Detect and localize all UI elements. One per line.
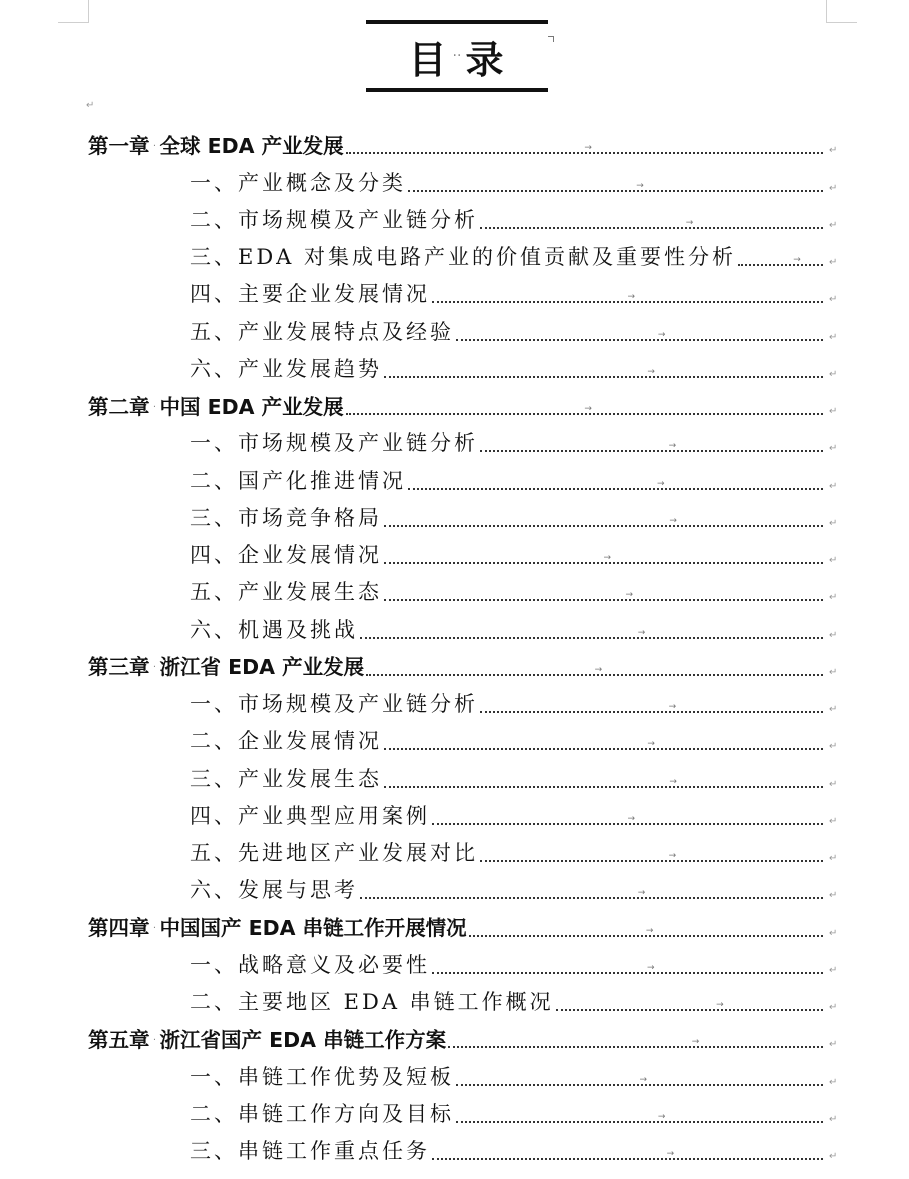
tab-mark-icon: → xyxy=(691,1037,700,1048)
dot-leader xyxy=(384,515,823,527)
dot-leader xyxy=(469,925,823,937)
toc-entry-text: 二、企业发展情况 xyxy=(190,729,382,754)
toc-entry-text xyxy=(88,133,344,158)
paragraph-mark-icon: ↵ xyxy=(829,406,838,417)
tab-mark-icon: → xyxy=(647,739,655,750)
paragraph-mark-icon: ↵ xyxy=(829,890,838,902)
dot-leader xyxy=(360,888,823,899)
paragraph-mark-icon: ↵ xyxy=(829,1076,838,1088)
paragraph-mark-icon: ↵ xyxy=(829,1002,838,1013)
chapter-label: 第四章 xyxy=(88,916,150,940)
toc-entry-text: 一、市场规模及产业链分析 xyxy=(190,431,478,456)
space-mark-icon: · xyxy=(152,923,157,934)
toc-section-entry[interactable] xyxy=(0,607,909,644)
tab-mark-icon: → xyxy=(637,627,646,638)
toc-title-box xyxy=(366,20,548,92)
dot-leader xyxy=(456,1074,823,1086)
text-boundary-mark-icon xyxy=(548,36,554,42)
dot-leader xyxy=(366,664,823,676)
toc-entry-text: 三、产业发展生态 xyxy=(190,766,382,791)
dot-leader xyxy=(346,143,823,154)
paragraph-mark-icon: ↵ xyxy=(829,1151,838,1162)
tab-mark-icon: → xyxy=(669,515,677,526)
paragraph-mark-icon: ↵ xyxy=(829,1113,838,1125)
toc-section-entry[interactable] xyxy=(0,347,909,384)
toc-entry-text: 五、产业发展特点及经验 xyxy=(190,319,454,344)
paragraph-mark-icon: ↵ xyxy=(829,331,838,343)
tab-mark-icon: → xyxy=(716,1000,724,1010)
paragraph-mark-icon: ↵ xyxy=(829,741,838,753)
toc-title-first: 目 xyxy=(408,36,449,82)
tab-mark-icon: → xyxy=(584,143,592,154)
chapter-label: 第三章 xyxy=(88,655,150,680)
toc-section-entry[interactable] xyxy=(0,309,909,346)
dot-leader xyxy=(480,702,823,713)
toc-title-second: 录 xyxy=(465,36,506,82)
toc-section-entry[interactable] xyxy=(0,272,909,309)
toc-entry-text: 四、企业发展情况 xyxy=(190,543,382,567)
tab-mark-icon: → xyxy=(666,1149,675,1159)
tab-mark-icon: → xyxy=(793,255,801,265)
chapter-title: 浙江省国产 EDA 串链工作方案 xyxy=(159,1027,447,1052)
dot-leader xyxy=(480,217,823,229)
space-mark-icon: · xyxy=(152,401,157,413)
toc-entry-text: 二、国产化推进情况 xyxy=(190,468,406,493)
dot-leader xyxy=(432,962,823,974)
paragraph-mark-icon: ↵ xyxy=(829,964,838,976)
crop-mark-top-left xyxy=(58,0,89,23)
paragraph-mark-icon: ↵ xyxy=(829,480,838,492)
paragraph-mark-icon: ↵ xyxy=(829,517,838,529)
toc-section-entry[interactable] xyxy=(0,496,909,533)
tab-mark-icon: → xyxy=(657,329,666,340)
toc-entry-text xyxy=(88,657,364,678)
dot-leader xyxy=(480,851,823,862)
toc-entry-text: 二、市场规模及产业链分析 xyxy=(190,207,478,232)
toc-entry-text: 四、主要企业发展情况 xyxy=(190,282,430,307)
toc-section-entry[interactable] xyxy=(0,682,909,719)
dot-leader xyxy=(556,1000,823,1011)
dot-leader xyxy=(432,292,823,303)
paragraph-mark-icon: ↵ xyxy=(86,100,95,111)
tab-mark-icon: → xyxy=(657,1111,666,1122)
toc-entry-text: 六、发展与思考 xyxy=(190,878,358,903)
space-mark-icon: · xyxy=(152,1034,157,1046)
toc-entry-text xyxy=(88,918,467,939)
toc-entry-text: 五、先进地区产业发展对比 xyxy=(190,841,478,865)
dot-leader xyxy=(346,404,823,415)
tab-mark-icon: → xyxy=(647,366,655,377)
toc-chapter-entry[interactable] xyxy=(0,905,909,942)
paragraph-mark-icon: ↵ xyxy=(829,443,838,455)
toc-chapter-entry[interactable] xyxy=(0,123,909,160)
dot-leader xyxy=(384,553,823,564)
tab-mark-icon: → xyxy=(637,888,646,899)
space-mark-icon: · xyxy=(152,140,157,152)
paragraph-mark-icon: ↵ xyxy=(829,778,838,790)
tab-mark-icon: → xyxy=(668,702,677,712)
paragraph-mark-icon: ↵ xyxy=(829,666,838,678)
tab-mark-icon: → xyxy=(627,813,636,824)
tab-mark-icon: → xyxy=(668,441,677,452)
dot-leader xyxy=(384,366,823,378)
paragraph-mark-icon: ↵ xyxy=(829,368,838,380)
toc-section-entry[interactable] xyxy=(0,756,909,793)
tab-mark-icon: → xyxy=(685,217,694,228)
toc-section-entry[interactable] xyxy=(0,794,909,831)
toc-entry-text xyxy=(88,394,344,419)
crop-mark-top-right xyxy=(826,0,857,23)
toc-entry-text: 一、市场规模及产业链分析 xyxy=(190,692,478,716)
toc-entry-text: 三、串链工作重点任务 xyxy=(190,1139,430,1163)
chapter-title: 中国国产 EDA 串链工作开展情况 xyxy=(159,916,467,940)
table-of-contents xyxy=(0,123,909,1166)
toc-section-entry[interactable] xyxy=(0,1129,909,1166)
paragraph-mark-icon: ↵ xyxy=(829,294,838,306)
toc-entry-text: 三、市场竞争格局 xyxy=(190,505,382,530)
space-mark-icon: · xyxy=(152,662,157,674)
toc-section-entry[interactable] xyxy=(0,719,909,756)
toc-section-entry[interactable] xyxy=(0,160,909,197)
toc-entry-text: 六、产业发展趋势 xyxy=(190,356,382,381)
dot-leader xyxy=(480,441,823,452)
chapter-title: 中国 EDA 产业发展 xyxy=(159,394,344,419)
dot-leader xyxy=(432,813,823,825)
dot-leader xyxy=(384,590,823,601)
toc-chapter-entry[interactable] xyxy=(0,1017,909,1054)
toc-entry-text: 二、主要地区 EDA 串链工作概况 xyxy=(190,990,554,1014)
dot-leader xyxy=(384,739,823,750)
tab-mark-icon: → xyxy=(625,590,633,601)
toc-entry-text: 一、串链工作优势及短板 xyxy=(190,1064,454,1089)
chapter-label: 第五章 xyxy=(88,1027,150,1052)
paragraph-mark-icon: ↵ xyxy=(829,853,838,864)
toc-section-entry[interactable] xyxy=(0,198,909,235)
dot-leader xyxy=(384,776,823,788)
dot-leader xyxy=(456,329,823,341)
toc-section-entry[interactable] xyxy=(0,235,909,272)
tab-mark-icon: → xyxy=(645,925,654,936)
tab-mark-icon: → xyxy=(594,664,603,675)
chapter-label: 第一章 xyxy=(88,133,150,158)
toc-section-entry[interactable] xyxy=(0,831,909,868)
toc-section-entry[interactable] xyxy=(0,533,909,570)
paragraph-mark-icon: ↵ xyxy=(829,629,838,641)
toc-entry-text: 四、产业典型应用案例 xyxy=(190,803,430,828)
toc-entry-text: 二、串链工作方向及目标 xyxy=(190,1101,454,1126)
toc-entry-text: 三、EDA 对集成电路产业的价值贡献及重要性分析 xyxy=(190,245,737,269)
toc-section-entry[interactable] xyxy=(0,980,909,1017)
tab-mark-icon: → xyxy=(627,292,636,303)
toc-chapter-entry[interactable] xyxy=(0,645,909,682)
tab-mark-icon: → xyxy=(639,1074,648,1085)
paragraph-mark-icon: ↵ xyxy=(829,219,838,231)
paragraph-mark-icon: ↵ xyxy=(829,257,838,268)
toc-entry-text: 六、机遇及挑战 xyxy=(190,617,358,642)
dot-leader xyxy=(360,627,823,639)
tab-mark-icon: → xyxy=(636,180,644,191)
chapter-label: 第二章 xyxy=(88,394,150,419)
dot-leader xyxy=(432,1149,823,1160)
toc-section-entry[interactable] xyxy=(0,458,909,495)
tab-mark-icon: → xyxy=(647,962,655,973)
dot-leader xyxy=(738,255,823,266)
paragraph-mark-icon: ↵ xyxy=(829,555,838,566)
toc-section-entry[interactable] xyxy=(0,421,909,458)
tab-mark-icon: → xyxy=(603,553,612,563)
chapter-title: 全球 EDA 产业发展 xyxy=(159,133,344,158)
dot-leader xyxy=(408,180,823,192)
paragraph-mark-icon: ↵ xyxy=(829,927,838,939)
paragraph-mark-icon: ↵ xyxy=(829,704,838,715)
toc-chapter-entry[interactable] xyxy=(0,384,909,421)
paragraph-mark-icon: ↵ xyxy=(829,182,838,194)
paragraph-mark-icon: ↵ xyxy=(829,145,838,157)
tab-mark-icon: → xyxy=(668,851,677,861)
toc-entry-text: 一、产业概念及分类 xyxy=(190,170,406,195)
chapter-title: 浙江省 EDA 产业发展 xyxy=(159,655,365,680)
tab-mark-icon: → xyxy=(584,404,592,414)
toc-entry-text xyxy=(88,1027,447,1052)
toc-title-dots: ·· xyxy=(452,48,462,64)
dot-leader xyxy=(408,478,823,490)
toc-entry-text: 一、战略意义及必要性 xyxy=(190,952,430,977)
toc-section-entry[interactable] xyxy=(0,570,909,607)
dot-leader xyxy=(456,1111,823,1123)
toc-section-entry[interactable] xyxy=(0,1054,909,1091)
toc-section-entry[interactable] xyxy=(0,943,909,980)
paragraph-mark-icon: ↵ xyxy=(829,815,838,827)
dot-leader xyxy=(448,1037,823,1048)
tab-mark-icon: → xyxy=(657,478,665,489)
toc-section-entry[interactable] xyxy=(0,868,909,905)
toc-entry-text: 五、产业发展生态 xyxy=(190,580,382,605)
paragraph-mark-icon: ↵ xyxy=(829,592,838,604)
tab-mark-icon: → xyxy=(669,776,677,787)
toc-section-entry[interactable] xyxy=(0,1092,909,1129)
paragraph-mark-icon: ↵ xyxy=(829,1039,838,1051)
